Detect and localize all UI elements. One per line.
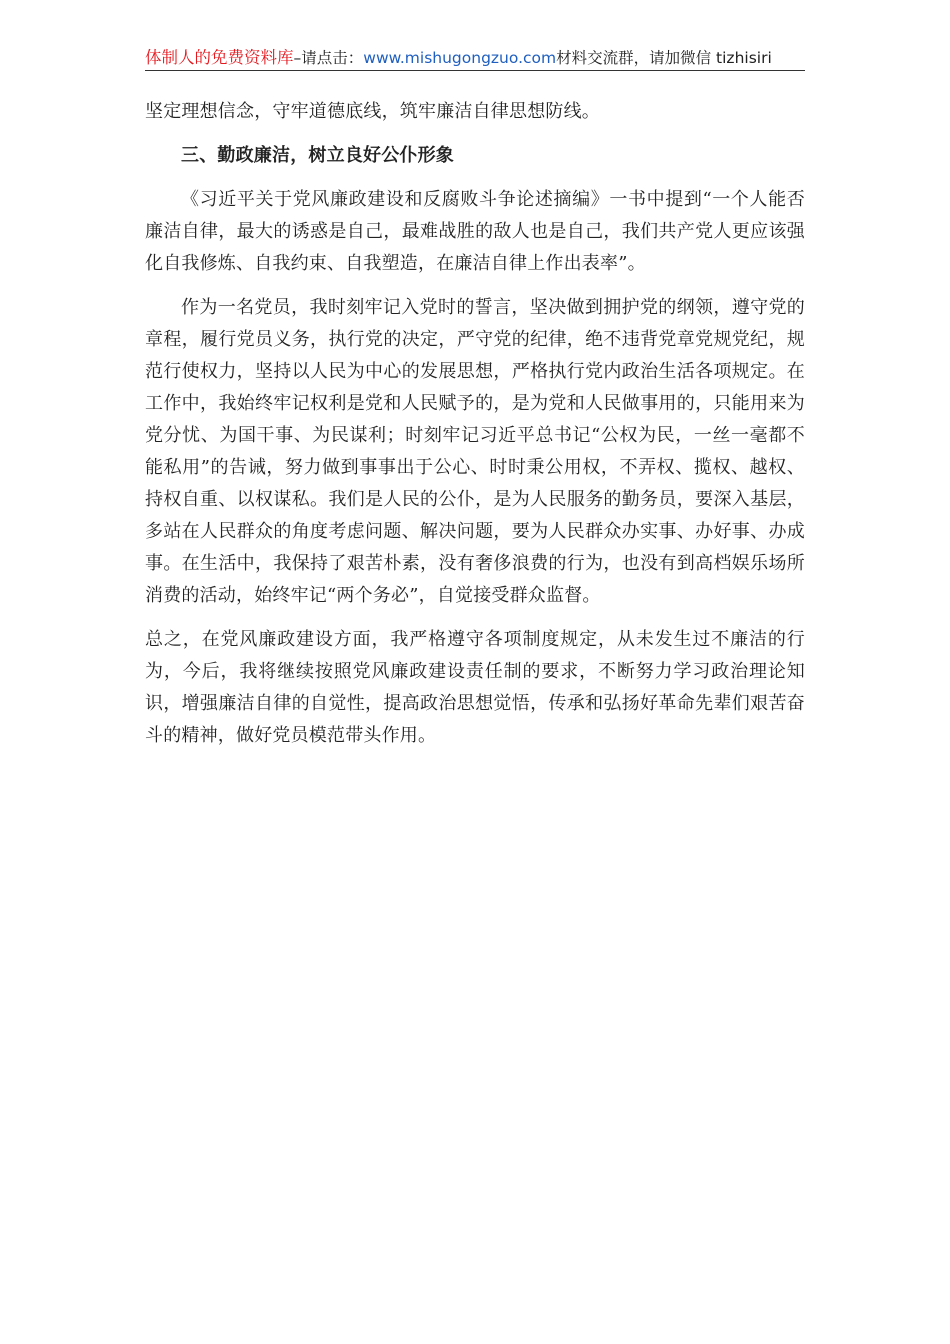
- continuation-paragraph: 坚定理想信念，守牢道德底线，筑牢廉洁自律思想防线。: [145, 101, 600, 122]
- header-wechat-note: 材料交流群，请加微信 tizhisiri: [556, 49, 772, 67]
- page-header: [145, 46, 805, 71]
- header-url-link[interactable]: www.mishugongzuo.com: [363, 49, 557, 67]
- body-paragraph: 作为一名党员，我时刻牢记入党时的誓言，坚决做到拥护党的纲领，遵守党的章程，履行党员义务，执行党的决定，严守党的纪律，绝不违背党章党规党纪，规范行使权力，坚持以人民为中心的发展思想，严格执行党内政治生活各项规定。在工作中，我始终牢记权利是党和人民赋予的，是为党和人民做事用的，只能用来为党分忧、为国干事、为民谋利；时刻牢记习近平总书记“公权为民，一丝一毫都不能私用”的告诫，努力做到事事出于公心、时时秉公用权，不弄权、揽权、越权、持权自重、以权谋私。我们是人民的公仆，是为人民服务的勤务员，要深入基层，多站在人民群众的角度考虑问题、解决问题，要为人民群众办实事、办好事、办成事。在生活中，我保持了艰苦朴素，没有奢侈浪费的行为，也没有到高档娱乐场所消费的活动，始终牢记“两个务必”，自觉接受群众监督。: [145, 297, 805, 606]
- body-paragraph: 《习近平关于党风廉政建设和反腐败斗争论述摘编》一书中提到“一个人能否廉洁自律，最大的诱惑是自己，最难战胜的敌人也是自己，我们共产党人更应该强化自我修炼、自我约束、自我塑造，在廉洁自律上作出表率”。: [145, 189, 805, 274]
- header-brand: 体制人的免费资料库: [145, 48, 294, 67]
- conclusion-paragraph: 总之，在党风廉政建设方面，我严格遵守各项制度规定，从未发生过不廉洁的行为，今后，我将继续按照党风廉政建设责任制的要求，不断努力学习政治理论知识，增强廉洁自律的自觉性，提高政治思想觉悟，传承和弘扬好革命先辈们艰苦奋斗的精神，做好党员模范带头作用。: [145, 629, 805, 746]
- header-prompt: –请点击：: [293, 49, 364, 67]
- section-heading: 三、勤政廉洁，树立良好公仆形象: [181, 145, 454, 166]
- document-body: [145, 96, 805, 752]
